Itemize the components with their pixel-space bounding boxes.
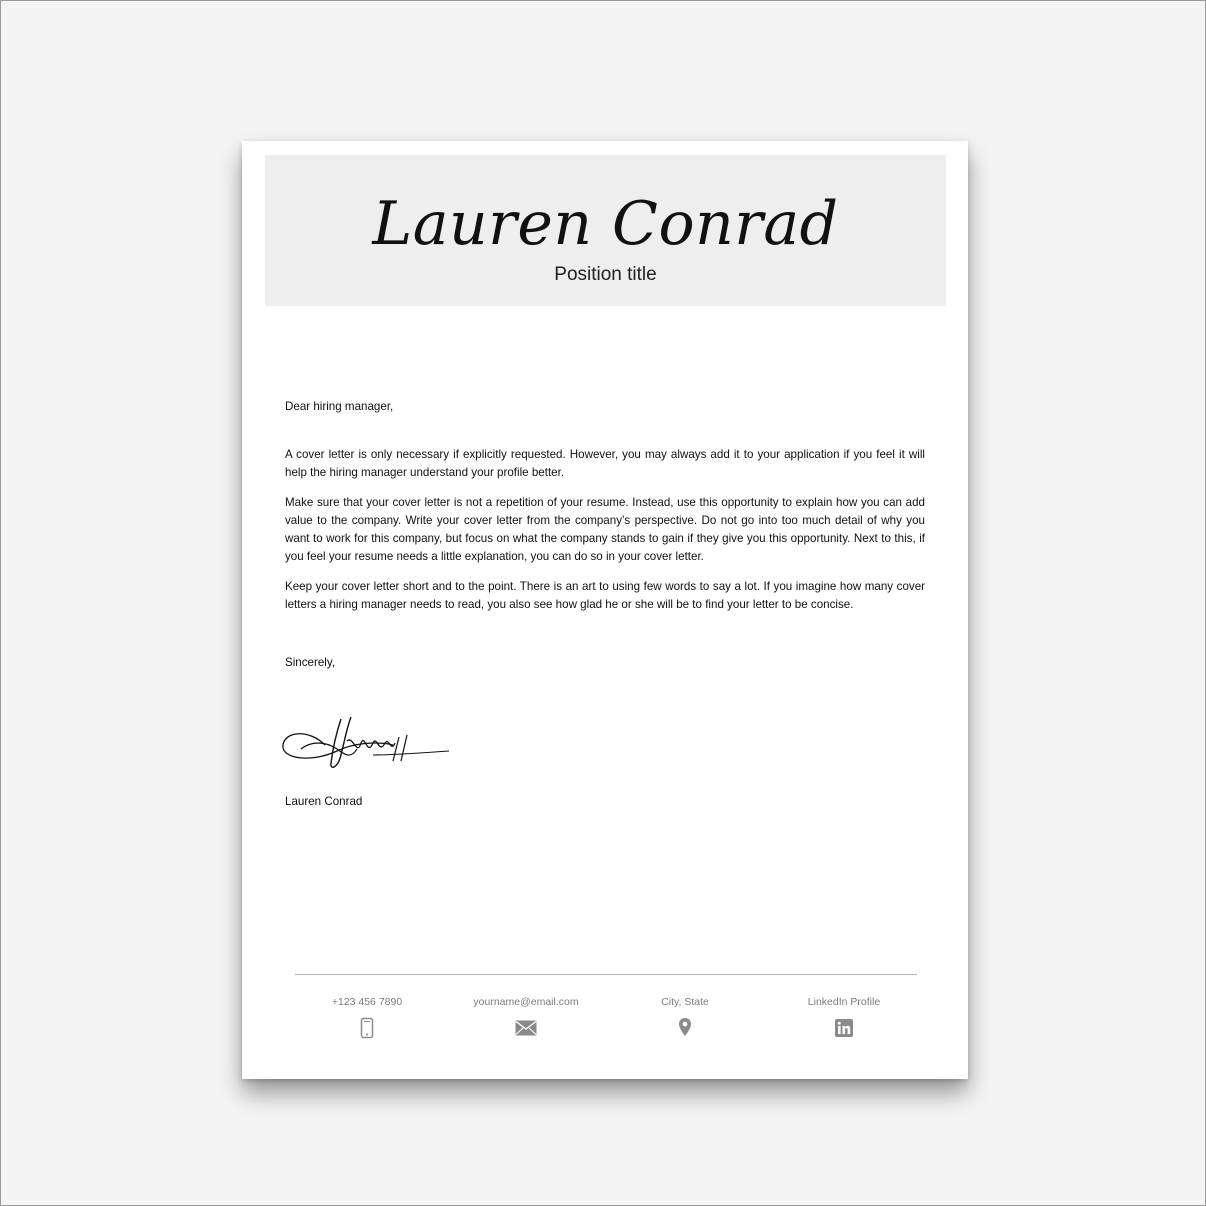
linkedin-icon bbox=[835, 1019, 853, 1037]
footer-divider bbox=[295, 974, 917, 975]
position-title: Position title bbox=[554, 264, 657, 285]
envelope-icon bbox=[515, 1020, 537, 1036]
location-pin-icon bbox=[678, 1017, 692, 1037]
paragraph: Keep your cover letter short and to the point. There is an art to using few words to say a lot. If you imagine how many cover letters a hiring manager needs to read, you also see how glad he or she will be to find your letter to be concise. bbox=[285, 580, 925, 611]
closing: Sincerely, bbox=[285, 656, 336, 669]
signer-name: Lauren Conrad bbox=[285, 795, 363, 808]
email-label: yourname@email.com bbox=[473, 996, 579, 1008]
linkedin-label: LinkedIn Profile bbox=[807, 996, 881, 1008]
letter-page bbox=[242, 141, 968, 1079]
paragraph: Make sure that your cover letter is not a repetition of your resume. Instead, use this opportunity to explain how you can add value to the company. Write your cover letter from the company’s perspective. Do not go into too much detail of why you want to work for this company, but focus on what the company stands to gain if they give you this opportunity. Next to this, if you feel your resume needs a little explanation, you can do so in your cover letter. bbox=[285, 496, 925, 563]
location-label: City, State bbox=[661, 996, 709, 1008]
letter-body bbox=[285, 398, 925, 626]
applicant-name: Lauren Conrad bbox=[372, 189, 839, 259]
contact-footer bbox=[287, 994, 923, 1054]
contact-email bbox=[446, 994, 606, 1036]
letterhead bbox=[265, 155, 946, 306]
paragraph: A cover letter is only necessary if explicitly requested. However, you may always add it to your application if you feel it will help the hiring manager understand your profile better. bbox=[285, 448, 925, 479]
contact-linkedin bbox=[764, 994, 924, 1037]
phone-label: +123 456 7890 bbox=[331, 996, 403, 1008]
signature-image bbox=[281, 711, 451, 777]
contact-phone bbox=[287, 994, 447, 1039]
greeting: Dear hiring manager, bbox=[285, 400, 394, 413]
contact-location bbox=[605, 994, 765, 1037]
phone-icon bbox=[360, 1017, 374, 1039]
